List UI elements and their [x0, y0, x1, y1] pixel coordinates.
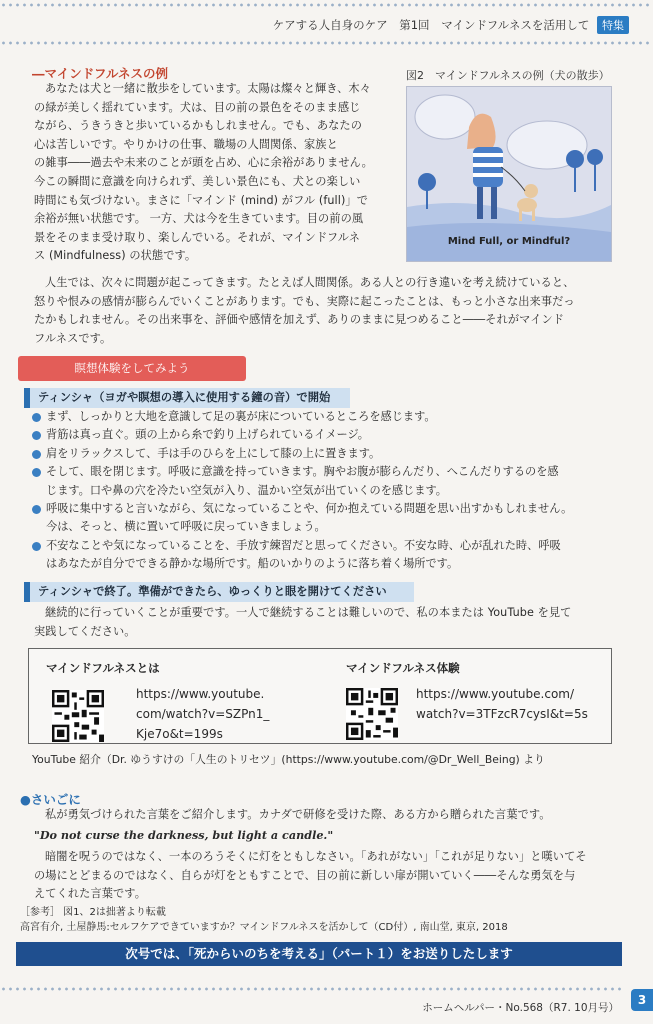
header-dotted-rule — [0, 40, 653, 46]
qr-code-left[interactable] — [52, 690, 104, 742]
feature-badge: 特集 — [597, 16, 629, 34]
running-header — [273, 16, 629, 34]
paragraph-line: フルネスです。 — [34, 331, 112, 345]
right-link-url[interactable]: https://www.youtube.com/ watch?v=3TFzcR7cysI&t=5s — [416, 687, 588, 721]
closing-title: ●さいごに — [20, 792, 81, 807]
figure-caption: 図2 マインドフルネスの例（犬の散歩） — [406, 69, 610, 82]
top-dotted-border — [0, 2, 653, 8]
example-line: ス (Mindfulness) の状態です。 — [34, 249, 197, 263]
example-line: 景をそのまま受け取り、楽しんでいる。それが、マインドフルネ — [34, 230, 360, 244]
paragraph-line: 怒りや恨みの感情が膨らんでいくことがあります。でも、実際に起こったことは、もっと小さな出来事だっ — [34, 294, 575, 308]
left-link-heading: マインドフルネスとは — [46, 661, 160, 675]
reference-citation: 高宮有介, 土屋静馬:セルフケアできていますか？マインドフルネスを活かして（CD付）, 南山堂, 東京, 2018 — [20, 921, 508, 933]
step-item: 不安なことや気になっていることを、手放す練習だと思ってください。不安な時、心が乱れた時、呼吸 はあなたが自分でできる静かな場所です。船のいかりのように落ち着く場所です。 — [30, 537, 626, 574]
figure-dog-walk — [406, 86, 612, 262]
left-link-url[interactable]: https://www.youtube. com/watch?v=SZPn1_ Kje7o&t=199s — [136, 687, 270, 741]
example-line: の緑が美しく揺れています。犬は、目の前の景色をそのまま感じ — [34, 100, 361, 114]
meditation-steps — [30, 408, 626, 574]
step-item: そして、眼を閉じます。呼吸に意識を持っていきます。胸やお腹が膨らんだり、へこんだりするのを感 じます。口や鼻の穴を冷たい空気が入り、温かい空気が出ていくのを感じます。 — [30, 463, 626, 500]
example-line: 今この瞬間に意識を向けられず、美しい景色にも、犬との楽しい — [34, 174, 361, 188]
paragraph-line: たかもしれません。その出来事を、評価や感情を加えず、ありのままに見つめること――それがマインド — [34, 313, 565, 327]
meditation-pill: 瞑想体験をしてみよう — [18, 356, 246, 381]
footer-magazine: ホームヘルパー・No.568（R7. 10月号） — [422, 1002, 619, 1014]
example-paragraph — [34, 80, 406, 266]
figure-label: Mind Full, or Mindful? — [447, 236, 571, 247]
header-series: ケアする人自身のケア — [272, 18, 388, 32]
paragraph-line: 人生では、次々に問題が起こってきます。たとえば人間関係。ある人との行き違いを考え続けていると、 — [45, 276, 575, 289]
closing-intro: 私が勇気づけられた言葉をご紹介します。カナダで研修を受けた際、ある方から贈られた言葉です。 — [45, 808, 551, 821]
example-title: ―マインドフルネスの例 — [32, 66, 169, 81]
header-episode: 第1回 — [399, 18, 430, 32]
youtube-note: YouTube 紹介（Dr. ゆうすけの「人生のトリセツ」(https://www.youtube.com/@Dr_Well_Being) より — [32, 753, 545, 766]
start-bar: ティンシャ（ヨガや瞑想の導入に使用する鐘の音）で開始 — [24, 388, 350, 408]
example-line: 心は苦しいです。やりかけの仕事、職場の人間関係、家族と — [34, 137, 338, 151]
example-line: 時間にも気づけない。まさに「マインド (mind) がフル (full)」で — [34, 193, 369, 207]
end-bar: ティンシャで終了。準備ができたら、ゆっくりと眼を開けてください — [24, 582, 414, 602]
page-number: 3 — [631, 989, 653, 1011]
header-topic: マインドフルネスを活用して — [441, 18, 590, 32]
example-line: の雑事――過去や未来のことが頭を占め、心に余裕がありません。 — [34, 156, 373, 170]
paragraph-line: 継続的に行っていくことが重要です。一人で継続することは難しいので、私の本または YouTube を見て — [45, 606, 572, 619]
example-paragraph-2 — [34, 274, 624, 348]
closing-quote: "Do not curse the darkness, but light a candle." — [34, 828, 334, 842]
closing-paragraph — [34, 848, 630, 904]
paragraph-line: の場にとどまるのではなく、自らが灯をともすことで、目の前に新しい扉が開いていく――そんな勇気を与 — [34, 868, 576, 882]
example-line: あなたは犬と一緒に散歩をしています。太陽は燦々と輝き、木々 — [45, 82, 371, 95]
example-line: 余裕が無い状態です。 一方、犬は今を生きています。目の前の風 — [34, 212, 364, 226]
footer-dotted-rule — [0, 986, 624, 992]
step-item: まず、しっかりと大地を意識して足の裏が床についているところを感じます。 — [30, 408, 626, 426]
step-item: 肩をリラックスして、手は手のひらを上にして膝の上に置きます。 — [30, 445, 626, 463]
example-line: ながら、うきうきと歩いているかもしれません。でも、あなたの — [34, 119, 363, 133]
continue-paragraph — [34, 604, 624, 641]
reference-note: ［参考］ 図1、2は拙著より転載 — [20, 907, 166, 918]
next-issue-banner: 次号では、「死からいのちを考える」（パート１）をお送りしたします — [16, 942, 622, 966]
right-link-heading: マインドフルネス体験 — [346, 661, 460, 675]
paragraph-line: えてくれた言葉です。 — [34, 887, 146, 901]
references — [20, 906, 630, 935]
dog-walk-illustration — [407, 87, 611, 261]
step-item: 背筋は真っ直ぐ。頭の上から糸で釣り上げられているイメージ。 — [30, 426, 626, 444]
paragraph-line: 暗闇を呪うのではなく、一本のろうそくに灯をともしなさい。「あれがない」「これが足りない」と嘆いてそ — [45, 850, 587, 863]
paragraph-line: 実践してください。 — [34, 624, 136, 638]
step-item: 呼吸に集中すると言いながら、気になっていることや、何か抱えている問題を思い出すかもしれません。 今は、そっと、横に置いて呼吸に戻っていきましょう。 — [30, 500, 626, 537]
qr-code-right[interactable] — [346, 688, 398, 740]
